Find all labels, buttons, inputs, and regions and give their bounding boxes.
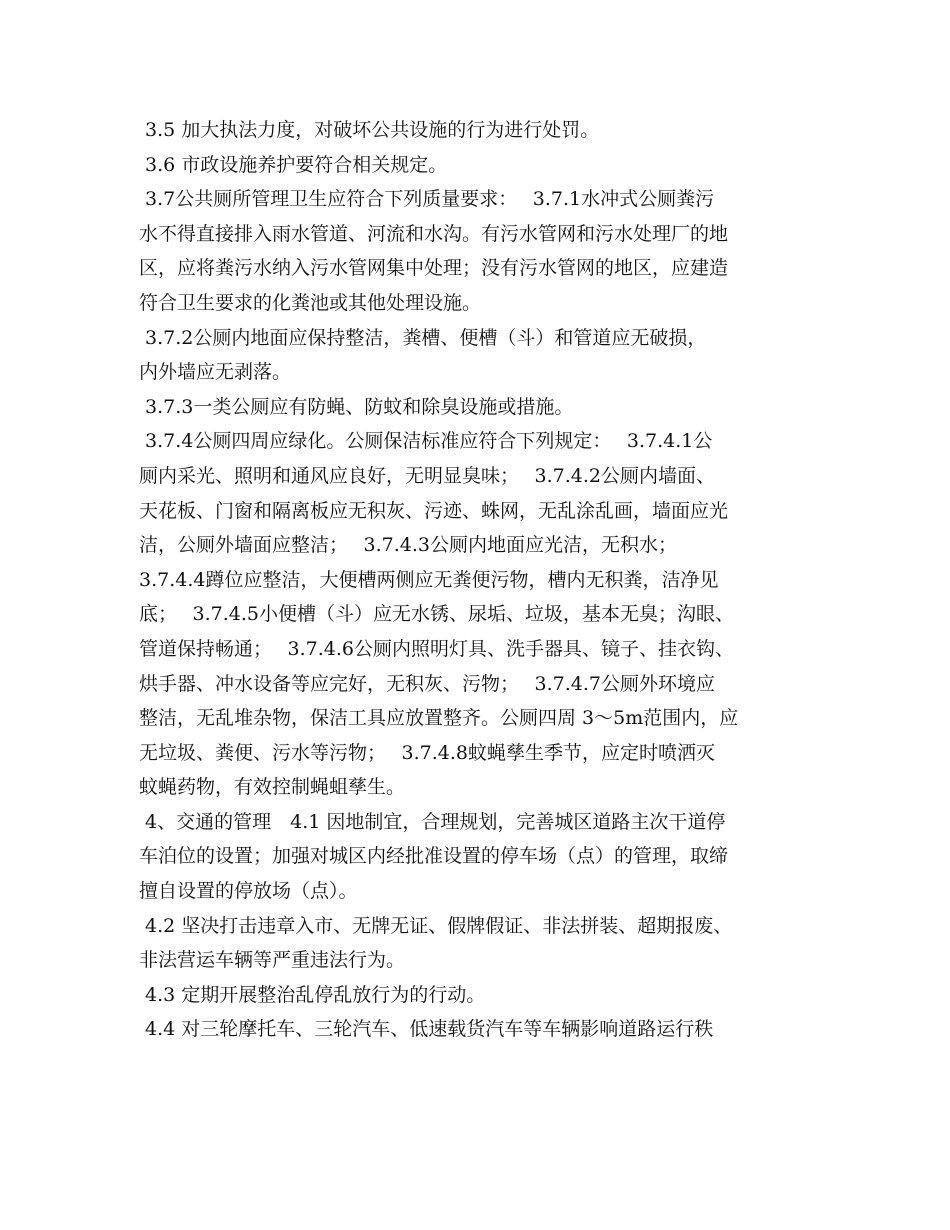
text-line: 底； 3.7.4.5小便槽（斗）应无水锈、尿垢、垃圾，基本无臭；沟眼、 (139, 603, 735, 626)
text-line: 洁，公厕外墙面应整洁； 3.7.4.3公厕内地面应光洁，无积水； (139, 534, 687, 557)
text-line: 整洁，无乱堆杂物，保洁工具应放置整齐。公厕四周 3～5m范围内，应 (139, 707, 739, 730)
text-line: 3.7.3一类公厕应有防蝇、防蚊和除臭设施或措施。 (139, 395, 574, 418)
text-line: 4.2 坚决打击违章入市、无牌无证、假牌假证、非法拼装、超期报废、 (139, 914, 733, 937)
text-line: 烘手器、冲水设备等应完好，无积灰、污物； 3.7.4.7公厕外环境应 (139, 672, 716, 695)
text-line: 非法营运车辆等严重违法行为。 (139, 949, 406, 972)
text-line: 管道保持畅通； 3.7.4.6公厕内照明灯具、洗手器具、镜子、挂衣钩、 (139, 637, 735, 660)
text-line: 3.6 市政设施养护要符合相关规定。 (139, 153, 448, 176)
text-line: 3.7.4.4蹲位应整洁，大便槽两侧应无粪便污物，槽内无积粪，洁净见 (139, 568, 719, 591)
text-line: 无垃圾、粪便、污水等污物； 3.7.4.8蚊蝇孳生季节，应定时喷洒灭 (139, 741, 716, 764)
text-line: 3.7公共厕所管理卫生应符合下列质量要求： 3.7.1水冲式公厕粪污 (139, 188, 715, 211)
text-line: 4、交通的管理 4.1 因地制宜，合理规划，完善城区道路主次干道停 (139, 810, 726, 833)
text-line: 4.4 对三轮摩托车、三轮汽车、低速载货汽车等车辆影响道路运行秩 (139, 1018, 714, 1041)
text-line: 3.7.2公厕内地面应保持整洁，粪槽、便槽（斗）和管道应无破损， (139, 326, 707, 349)
text-line: 厕内采光、照明和通风应良好，无明显臭味； 3.7.4.2公厕内墙面、 (139, 464, 716, 487)
text-line: 天花板、门窗和隔离板应无积灰、污迹、蛛网，无乱涂乱画，墙面应光 (139, 499, 729, 522)
text-line: 蚊蝇药物，有效控制蝇蛆孳生。 (139, 776, 406, 799)
text-line: 区，应将粪污水纳入污水管网集中处理；没有污水管网的地区，应建造 (139, 257, 729, 280)
document-body (139, 113, 839, 1047)
text-line: 内外墙应无剥落。 (139, 361, 292, 384)
text-line: 擅自设置的停放场（点）。 (139, 880, 358, 903)
text-line: 3.5 加大执法力度，对破坏公共设施的行为进行处罚。 (139, 119, 600, 141)
text-line: 车泊位的设置；加强对城区内经批准设置的停车场（点）的管理，取缔 (139, 845, 729, 868)
text-line: 符合卫生要求的化粪池或其他处理设施。 (139, 291, 482, 314)
text-line: 4.3 定期开展整治乱停乱放行为的行动。 (139, 983, 486, 1006)
text-line: 3.7.4公厕四周应绿化。公厕保洁标准应符合下列规定： 3.7.4.1公 (139, 430, 713, 453)
text-line: 水不得直接排入雨水管道、河流和水沟。有污水管网和污水处理厂的地 (139, 222, 729, 245)
